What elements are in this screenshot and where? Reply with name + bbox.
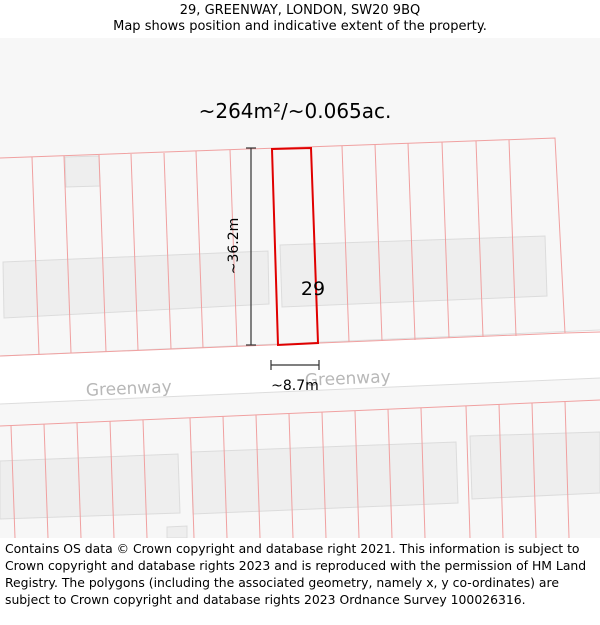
map-view[interactable] [0,38,600,538]
height-dimension [246,148,256,345]
building [167,526,187,538]
width-label: ~8.7m [271,378,319,394]
plot-number: 29 [300,278,326,300]
street-label-right: Greenway [304,367,392,391]
map-header [0,0,600,38]
property-address: 29, GREENWAY, LONDON, SW20 9BQ [179,3,421,18]
buildings-south [0,432,600,538]
building [0,454,180,519]
area-label: ~264m²/~0.065ac. [198,99,392,123]
height-label: ~36.2m [226,217,242,275]
copyright-notice: Contains OS data © Crown copyright and database right 2021. This information is subject to Crown copyright and database rights 2023 and is reproduced with the permission of HM Land Registry. The polygons (including the associated geometry, namely x, y co-ordinates) are subject to Crown copyright and database rights 2023 Ordnance Survey 100026316. [5,541,587,607]
map-canvas [0,38,600,538]
street-label-left: Greenway [85,377,173,401]
map-subtitle: Map shows position and indicative extent of the property. [113,19,487,34]
building [65,156,100,187]
